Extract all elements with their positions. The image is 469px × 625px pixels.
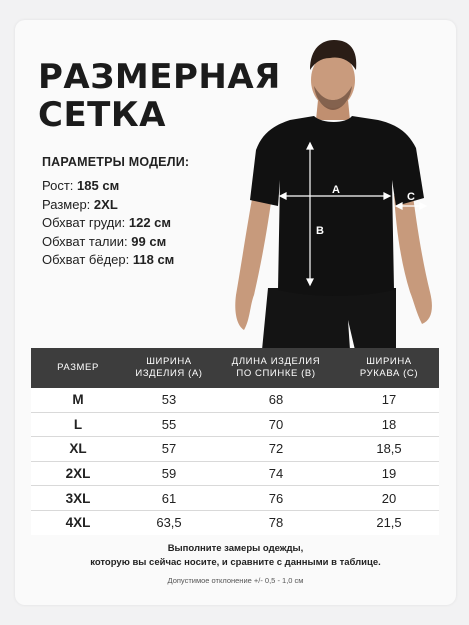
title-line-1: РАЗМЕРНАЯ	[38, 57, 281, 97]
table-row: M 53 68 17	[31, 388, 439, 413]
table-row: 4XL 63,5 78 21,5	[65, 515, 402, 531]
model-parameters	[42, 155, 189, 270]
param-size: Размер: 2XL	[42, 196, 118, 212]
model-illustration	[210, 20, 456, 350]
col-width: ШИРИНА ИЗДЕЛИЯ (А)	[135, 356, 203, 379]
table-row: L 55 70 18	[31, 413, 439, 438]
size-chart-card	[15, 20, 456, 605]
col-size: РАЗМЕР	[57, 362, 99, 373]
col-sleeve: ШИРИНА РУКАВА (С)	[359, 356, 419, 379]
param-height: Рост: 185 см	[42, 178, 120, 193]
table-body	[31, 388, 439, 535]
shorts	[262, 288, 396, 350]
param-waist: Обхват талии: 99 см	[42, 233, 167, 249]
tolerance-note: Допустимое отклонение +/- 0,5 - 1,0 см	[167, 576, 304, 585]
param-hips: Обхват бёдер: 118 см	[42, 252, 175, 268]
table-row: XL 57 72 18,5	[31, 437, 439, 462]
title-line-2: СЕТКА	[38, 95, 166, 135]
col-length: ДЛИНА ИЗДЕЛИЯ ПО СПИНКЕ (В)	[231, 356, 321, 379]
param-chest: Обхват груди: 122 см	[42, 215, 172, 231]
table-header	[31, 348, 439, 388]
table-row: 2XL 59 74 19	[31, 462, 439, 487]
label-b: B	[316, 225, 324, 237]
label-c: C	[407, 191, 415, 203]
table-row: 3XL 61 76 20	[31, 486, 439, 511]
size-table	[31, 348, 439, 535]
label-a: A	[332, 184, 340, 196]
measure-note: Выполните замеры одежды, которую вы сейчас носите, и сравните с данными в таблице.	[90, 543, 381, 568]
params-heading: ПАРАМЕТРЫ МОДЕЛИ:	[42, 155, 190, 169]
